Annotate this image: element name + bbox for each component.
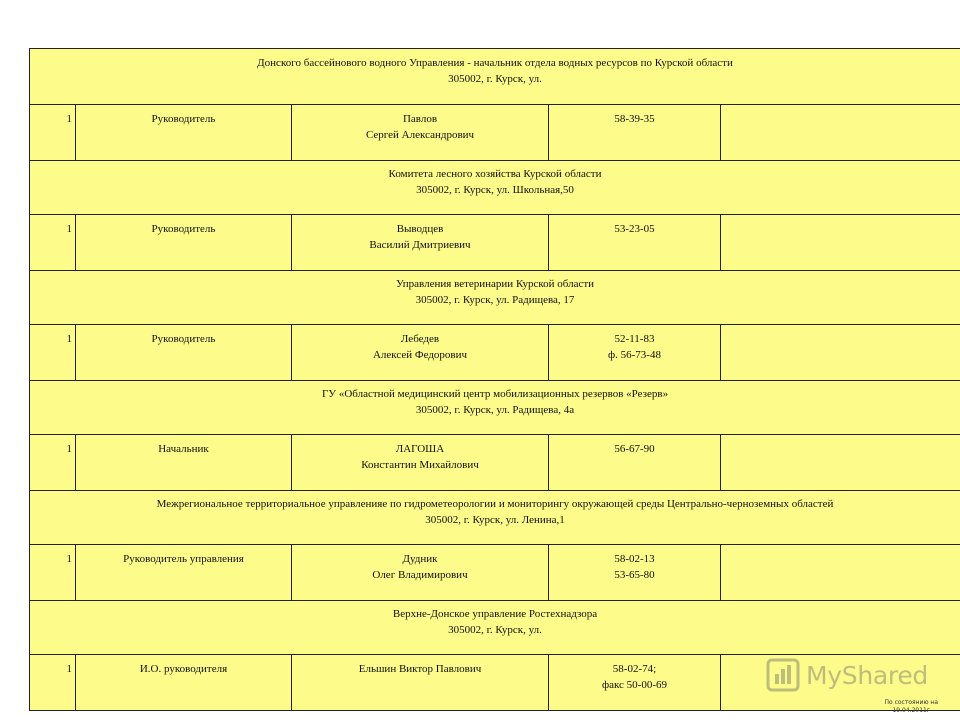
row-number: 1 xyxy=(30,105,76,161)
org-cell xyxy=(30,601,960,655)
phone-cell xyxy=(549,655,721,711)
empty-cell xyxy=(721,435,960,491)
org-cell xyxy=(30,491,960,545)
person-last-name: Выводцев xyxy=(396,223,444,235)
person-given-names: Олег Владимирович xyxy=(372,569,468,581)
org-header-row xyxy=(30,491,960,545)
phone-primary: 52-11-83 xyxy=(614,333,655,345)
footnote-line-1: По состоянию на xyxy=(884,699,938,706)
person-last-name: Лебедев xyxy=(400,333,440,345)
org-address: 305002, г. Курск, ул. Ленина,1 xyxy=(425,514,565,526)
org-address: 305002, г. Курск, ул. xyxy=(448,73,542,85)
person-name-cell xyxy=(292,215,549,271)
org-header-row xyxy=(30,49,960,105)
org-address: 305002, г. Курск, ул. Школьная,50 xyxy=(416,184,574,196)
org-cell xyxy=(30,271,960,325)
phone-secondary: факс 50-00-69 xyxy=(601,679,668,691)
position-cell: Руководитель xyxy=(76,215,292,271)
empty-cell xyxy=(721,215,960,271)
org-header-row xyxy=(30,601,960,655)
person-row xyxy=(30,105,960,161)
person-row xyxy=(30,435,960,491)
org-name: ГУ «Областной медицинский центр мобилизационных резервов «Резерв» xyxy=(321,388,669,400)
org-header-row xyxy=(30,161,960,215)
footnote-line-2: 19.04.2011г xyxy=(892,707,930,714)
myshared-watermark xyxy=(766,655,936,695)
org-cell xyxy=(30,161,960,215)
phone-cell xyxy=(549,325,721,381)
row-number: 1 xyxy=(30,215,76,271)
position-cell: Начальник xyxy=(76,435,292,491)
person-name-cell xyxy=(292,655,549,711)
org-address: 305002, г. Курск, ул. xyxy=(448,624,542,636)
myshared-logo-icon xyxy=(766,658,800,692)
org-address: 305002, г. Курск, ул. Радищева, 17 xyxy=(415,294,575,306)
position-cell: Руководитель управления xyxy=(76,545,292,601)
org-header-row xyxy=(30,381,960,435)
phone-cell xyxy=(549,545,721,601)
person-name-cell xyxy=(292,105,549,161)
empty-cell xyxy=(721,105,960,161)
person-name-cell xyxy=(292,435,549,491)
row-number: 1 xyxy=(30,655,76,711)
org-name: Межрегиональное территориальное управленияе по гидрометеорологии и мониторингу окружающей среды Центрально-черноземных областей xyxy=(156,498,834,510)
person-row xyxy=(30,215,960,271)
org-name: Управления ветеринарии Курской области xyxy=(395,278,595,290)
phone-primary: 58-39-35 xyxy=(614,113,655,125)
phone-primary: 58-02-13 xyxy=(614,553,655,565)
person-given-names: Алексей Федорович xyxy=(372,349,468,361)
org-address: 305002, г. Курск, ул. Радищева, 4а xyxy=(415,404,575,416)
org-cell xyxy=(30,49,960,105)
person-row xyxy=(30,545,960,601)
org-header-row xyxy=(30,271,960,325)
phone-primary: 58-02-74; xyxy=(612,663,657,675)
person-name-cell xyxy=(292,545,549,601)
phone-primary: 56-67-90 xyxy=(614,443,655,455)
person-last-name: ЛАГОША xyxy=(395,443,445,455)
org-name: Донского бассейнового водного Управления - начальник отдела водных ресурсов по Курской области xyxy=(257,57,733,69)
row-number: 1 xyxy=(30,325,76,381)
phone-secondary: 53-65-80 xyxy=(614,569,655,581)
contacts-table xyxy=(29,48,960,711)
person-given-names: Константин Михайлович xyxy=(361,459,479,471)
phone-cell xyxy=(549,435,721,491)
position-cell: Руководитель xyxy=(76,105,292,161)
person-given-names: Сергей Александрович xyxy=(365,129,475,141)
person-last-name: Павлов xyxy=(402,113,438,125)
row-number: 1 xyxy=(30,545,76,601)
person-given-names: Василий Дмитриевич xyxy=(369,239,471,251)
org-name: Верхне-Донское управление Ростехнадзора xyxy=(392,608,598,620)
empty-cell xyxy=(721,545,960,601)
phone-secondary: ф. 56-73-48 xyxy=(608,349,661,361)
phone-primary: 53-23-05 xyxy=(614,223,655,235)
position-cell: Руководитель xyxy=(76,325,292,381)
phone-cell xyxy=(549,215,721,271)
row-number: 1 xyxy=(30,435,76,491)
org-name: Комитета лесного хозяйства Курской области xyxy=(388,168,602,180)
phone-cell xyxy=(549,105,721,161)
person-row xyxy=(30,325,960,381)
status-footnote xyxy=(884,699,938,715)
empty-cell xyxy=(721,325,960,381)
org-cell xyxy=(30,381,960,435)
watermark-text: MyShared xyxy=(806,660,928,690)
person-name-cell xyxy=(292,325,549,381)
person-last-name: Дудник xyxy=(402,553,438,565)
person-last-name: Ельшин Виктор Павлович xyxy=(358,663,482,675)
position-cell: И.О. руководителя xyxy=(76,655,292,711)
